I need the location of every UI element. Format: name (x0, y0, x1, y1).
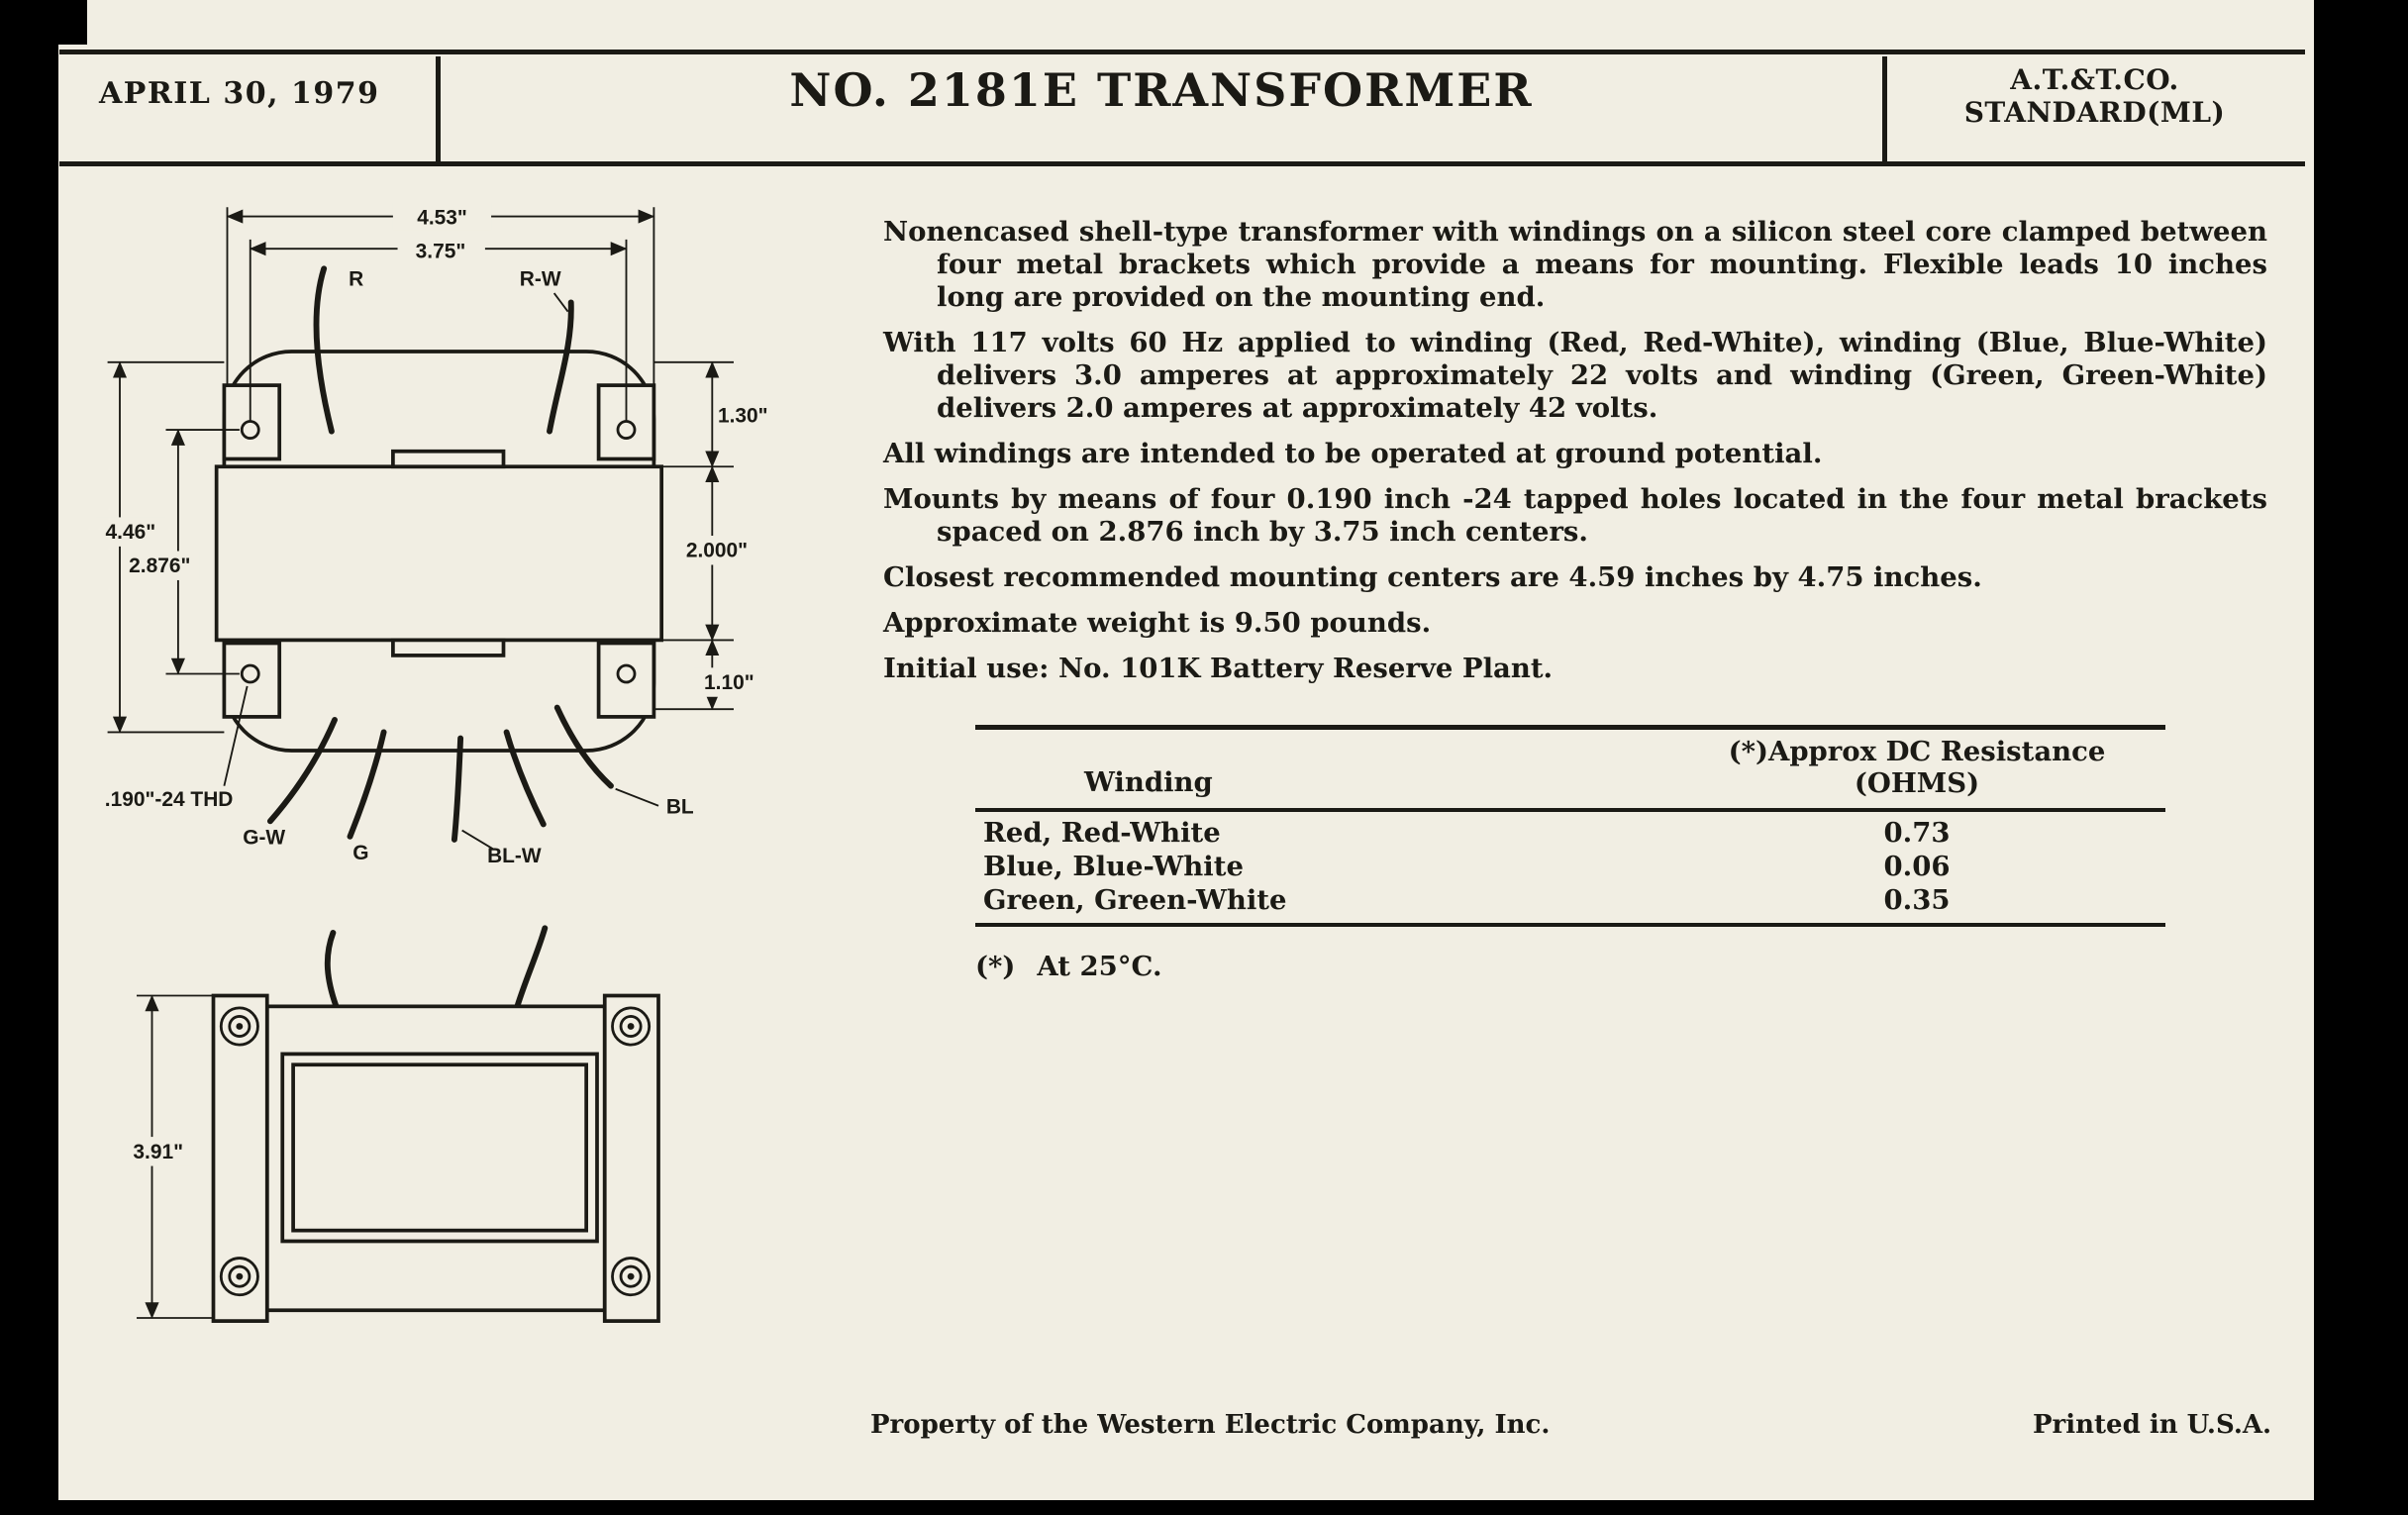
organization-block (1882, 63, 2307, 129)
table-bottom-rule (975, 923, 2165, 927)
lead-wire-rw (550, 302, 571, 431)
description-paragraph: Mounts by means of four 0.190 inch -24 tapped holes located in the four metal brackets spaced on 2.876 inch by 3.75 inch centers. (883, 483, 2267, 548)
winding-cell: Green, Green-White (983, 884, 1287, 916)
table-row (975, 850, 2165, 883)
rw-leader-line (554, 293, 568, 312)
front-view-svg (129, 919, 728, 1349)
resistance-header (1668, 736, 2165, 799)
organization-line1: A.T.&T.CO. (2010, 63, 2179, 96)
mounting-hole (242, 665, 258, 682)
lead-label-gw: G-W (243, 826, 286, 850)
dim-overall-height: 4.46" (105, 521, 156, 545)
winding-cell: Red, Red-White (983, 817, 1221, 849)
top-view-svg (89, 198, 795, 873)
lead-label-rw: R-W (519, 267, 561, 291)
lead-wire-bl (557, 708, 611, 786)
lead-label-r: R (349, 267, 364, 291)
footnote-text: At 25°C. (1037, 951, 1162, 982)
table-header-row (975, 730, 2165, 808)
description-paragraph: Closest recommended mounting centers are 4.59 inches by 4.75 inches. (883, 561, 1982, 593)
dim-overall-width: 4.53" (417, 206, 467, 230)
resistance-table (975, 725, 2165, 927)
table-body (975, 812, 2165, 923)
ohms-cell: 0.06 (1883, 851, 1951, 882)
description-paragraph: Approximate weight is 9.50 pounds. (883, 607, 1432, 639)
header-bottom-rule (59, 161, 2305, 166)
body-outline (267, 1006, 605, 1310)
resistance-header-line2: (OHMS) (1854, 767, 1980, 799)
dim-hole-height: 2.876" (129, 555, 191, 578)
bobbin-flange-top (393, 452, 504, 467)
front-view-drawing (129, 919, 728, 1353)
lead-wire-g (351, 732, 384, 836)
ohms-cell: 0.73 (1883, 817, 1951, 849)
bobbin-flange-bottom (393, 640, 504, 656)
table-row (975, 816, 2165, 850)
printed-notice: Printed in U.S.A. (2033, 1410, 2272, 1440)
thread-spec-label: .190"-24 THD (104, 787, 234, 811)
coil-band (217, 466, 662, 640)
lead-wire-left (328, 933, 337, 1006)
footnote-marker: (*) (975, 951, 1016, 982)
property-notice: Property of the Western Electric Company, Inc. (870, 1410, 1551, 1440)
description-paragraph: With 117 volts 60 Hz applied to winding (Red, Red-White), winding (Blue, Blue-White) delivers 3.0 amperes at approximately 22 volts and winding (Green, Green-White) delivers 2.0 amperes at approximately 42 volts. (883, 327, 2267, 424)
description-column (883, 216, 2267, 983)
table-row (975, 883, 2165, 917)
description-paragraph: Initial use: No. 101K Battery Reserve Plant. (883, 653, 1554, 684)
lead-wire-gw (270, 720, 335, 821)
winding-cell: Blue, Blue-White (983, 851, 1244, 882)
dim-top-offset: 1.30" (717, 404, 768, 428)
dim-coil-height: 2.000" (685, 539, 749, 562)
organization-line2: STANDARD(ML) (1963, 96, 2226, 129)
resistance-header-line1: (*)Approx DC Resistance (1728, 736, 2106, 767)
mounting-hole (242, 422, 258, 439)
header-top-rule (59, 50, 2305, 54)
bottom-lead-wires (270, 708, 611, 840)
lead-label-blw: BL-W (487, 845, 542, 868)
top-view-drawing (89, 198, 795, 877)
document-title: NO. 2181E TRANSFORMER (789, 63, 1534, 117)
lead-wire (507, 732, 544, 824)
scan-corner-artifact (0, 0, 87, 45)
dim-front-height: 3.91" (133, 1140, 184, 1163)
mounting-hole (618, 665, 635, 682)
lead-label-g: G (352, 842, 369, 865)
description-paragraph: All windings are intended to be operated at ground potential. (883, 438, 1823, 469)
description-paragraph: Nonencased shell-type transformer with windings on a silicon steel core clamped between four metal brackets which provide a means for mounting. Flexible leads 10 inches long are provided on the mounting end. (883, 216, 2267, 313)
lead-wire-right (517, 928, 545, 1006)
mounting-hole (618, 422, 635, 439)
dim-bottom-offset: 1.10" (704, 671, 754, 694)
document-date: APRIL 30, 1979 (99, 76, 380, 111)
dim-hole-width: 3.75" (415, 240, 466, 263)
bl-leader-line (616, 789, 658, 806)
lead-wire-blw (454, 739, 460, 840)
lead-label-bl: BL (665, 795, 694, 819)
table-footnote (975, 951, 2267, 983)
winding-header: Winding (1084, 766, 1213, 798)
ohms-cell: 0.35 (1883, 884, 1951, 916)
